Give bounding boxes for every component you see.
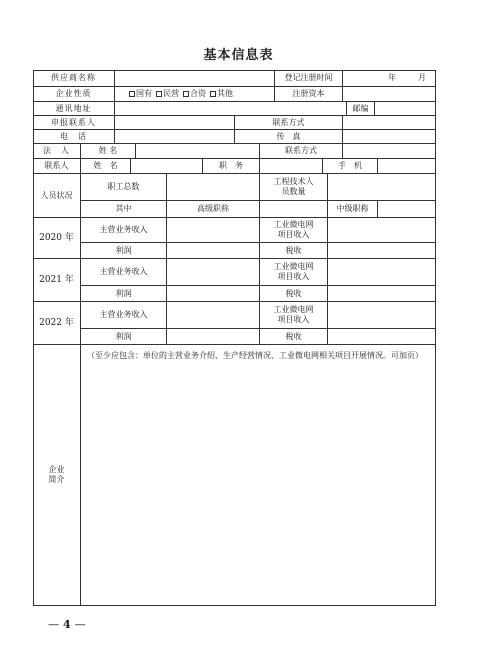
field-total-staff[interactable] — [167, 174, 260, 201]
field-microgrid-income-2020[interactable] — [328, 218, 436, 243]
label-reg-time: 登记注册时间 — [275, 70, 343, 87]
year-2021: 2021 年 — [33, 259, 81, 302]
year-char: 年 — [388, 73, 396, 82]
option-label: 其他 — [217, 89, 233, 98]
label-microgrid-income-2022: 工业微电网 项目收入 — [260, 302, 328, 329]
label-main-income-2021: 主营业务收入 — [81, 259, 167, 286]
label-microgrid-income-2021: 工业微电网 项目收入 — [260, 259, 328, 286]
field-microgrid-income-2021[interactable] — [328, 259, 436, 286]
field-profit-2021[interactable] — [167, 286, 260, 302]
label-main-income-2020: 主营业务收入 — [81, 218, 167, 243]
field-profit-2022[interactable] — [167, 329, 260, 345]
checkbox-icon — [156, 91, 162, 97]
label-main-income-2022: 主营业务收入 — [81, 302, 167, 329]
field-enterprise-nature[interactable] — [115, 87, 275, 102]
field-reg-capital[interactable] — [343, 87, 436, 102]
option-joint-venture[interactable] — [183, 89, 206, 99]
field-mobile[interactable] — [378, 159, 436, 174]
label-contact-person-name: 姓 名 — [81, 159, 131, 174]
field-mid-title[interactable] — [378, 201, 436, 218]
label-staff-status: 人员状况 — [33, 174, 81, 218]
option-private[interactable] — [156, 89, 179, 99]
label-profile: 企业 简介 — [33, 345, 81, 606]
option-label: 民营 — [163, 89, 179, 98]
field-main-income-2022[interactable] — [167, 302, 260, 329]
field-main-income-2020[interactable] — [167, 218, 260, 243]
page-footer — [48, 618, 86, 631]
field-address[interactable] — [115, 102, 347, 116]
option-label: 国有 — [136, 89, 152, 98]
label-position: 职 务 — [203, 159, 260, 174]
label-mid-title: 中级职称 — [328, 201, 378, 218]
field-applicant[interactable] — [115, 116, 235, 130]
field-main-income-2021[interactable] — [167, 259, 260, 286]
label-legal-person: 法 人 — [33, 144, 81, 159]
field-contact-method[interactable] — [343, 116, 436, 130]
field-microgrid-income-2022[interactable] — [328, 302, 436, 329]
field-fax[interactable] — [343, 130, 436, 144]
label-tax-2020: 税收 — [260, 243, 328, 259]
label-profit-2020: 利润 — [81, 243, 167, 259]
label-reg-capital: 注册资本 — [275, 87, 343, 102]
label-enterprise-nature: 企业性质 — [33, 87, 115, 102]
field-legal-person-name[interactable] — [136, 144, 260, 159]
field-profile[interactable] — [81, 345, 436, 606]
checkbox-icon — [183, 91, 189, 97]
label-contact-person: 联系人 — [33, 159, 81, 174]
field-postcode[interactable] — [375, 102, 436, 116]
year-2020: 2020 年 — [33, 218, 81, 259]
field-profit-2020[interactable] — [167, 243, 260, 259]
label-total-staff: 职工总数 — [81, 174, 167, 201]
label-senior-title: 高级职称 — [167, 201, 260, 218]
field-supplier-name[interactable] — [115, 70, 275, 87]
footer-dash-left: — — [48, 618, 59, 631]
page-number: 4 — [63, 618, 71, 631]
label-legal-contact: 联系方式 — [260, 144, 343, 159]
label-tech-staff: 工程技术人 员数量 — [260, 174, 328, 201]
label-phone: 电 话 — [33, 130, 115, 144]
option-other[interactable] — [210, 89, 233, 99]
field-tech-staff[interactable] — [328, 174, 436, 201]
field-tax-2022[interactable] — [328, 329, 436, 345]
field-senior-title[interactable] — [260, 201, 328, 218]
checkbox-icon — [129, 91, 135, 97]
field-tax-2021[interactable] — [328, 286, 436, 302]
footer-dash-right: — — [74, 618, 86, 631]
field-legal-contact[interactable] — [343, 144, 436, 159]
label-supplier-name: 供应商名称 — [33, 70, 115, 87]
label-contact-method: 联系方式 — [235, 116, 343, 130]
label-address: 通讯地址 — [33, 102, 115, 116]
label-legal-person-name: 姓 名 — [81, 144, 136, 159]
field-phone[interactable] — [115, 130, 235, 144]
label-fax: 传 真 — [235, 130, 343, 144]
label-tax-2021: 税收 — [260, 286, 328, 302]
option-state-owned[interactable] — [129, 89, 152, 99]
field-reg-time[interactable] — [343, 70, 436, 87]
label-profit-2022: 利润 — [81, 329, 167, 345]
label-microgrid-income-2020: 工业微电网 项目收入 — [260, 218, 328, 243]
option-label: 合资 — [190, 89, 206, 98]
label-applicant: 申报联系人 — [33, 116, 115, 130]
field-tax-2020[interactable] — [328, 243, 436, 259]
checkbox-icon — [210, 91, 216, 97]
label-mobile: 手 机 — [323, 159, 378, 174]
month-char: 月 — [418, 73, 426, 82]
document-title: 基本信息表 — [203, 48, 274, 63]
field-position[interactable] — [260, 159, 323, 174]
field-contact-person-name[interactable] — [131, 159, 203, 174]
year-2022: 2022 年 — [33, 302, 81, 345]
label-among: 其中 — [81, 201, 167, 218]
profile-hint: （至少应包含：单位的主营业务介绍、生产经营情况、工业微电网相关项目开展情况。可加页） — [87, 351, 423, 360]
label-postcode: 邮编 — [347, 102, 375, 116]
label-tax-2022: 税收 — [260, 329, 328, 345]
label-profit-2021: 利润 — [81, 286, 167, 302]
